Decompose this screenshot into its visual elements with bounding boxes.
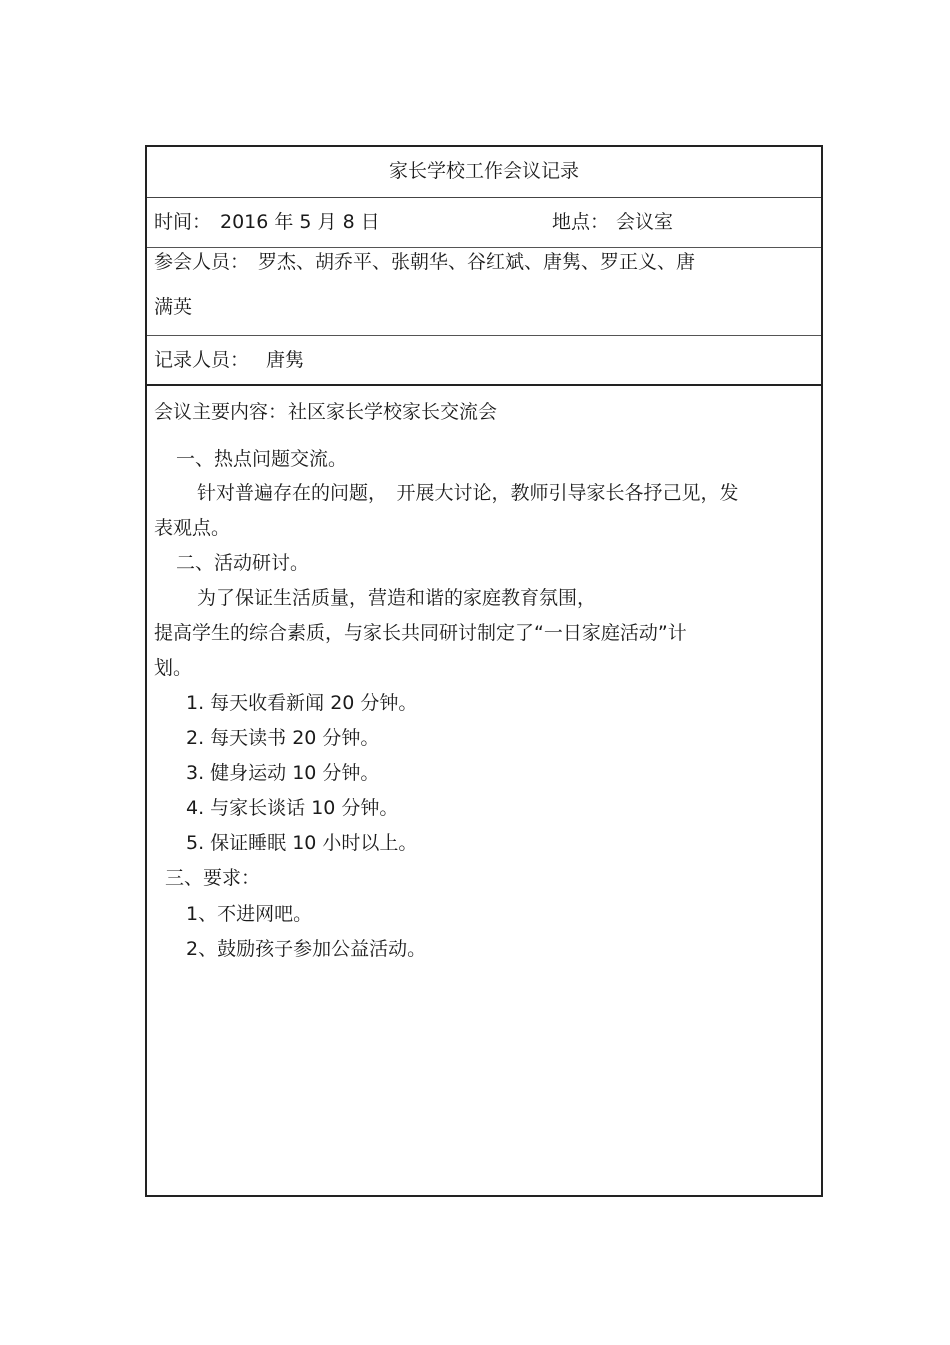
section-2-line-3: 划。 [154, 657, 193, 679]
place-label: 地点： [552, 211, 610, 233]
time-label: 时间： [154, 211, 212, 233]
section-1-line-2: 表观点。 [154, 517, 231, 539]
recorder-label: 记录人员： [154, 349, 250, 371]
time-place-row [147, 198, 821, 248]
attendees-line-2: 满英 [154, 296, 193, 318]
plan-item: 1. 每天收看新闻 20 分钟。 [186, 692, 418, 714]
meeting-record-table [145, 145, 823, 1197]
plan-item: 5. 保证睡眠 10 小时以上。 [186, 832, 418, 854]
record-title: 家长学校工作会议记录 [388, 160, 579, 182]
time-value: 2016 年 5 月 8 日 [220, 211, 380, 233]
section-2-heading: 二、活动研讨。 [176, 552, 310, 574]
section-3-heading: 三、要求： [165, 867, 261, 889]
section-1-heading: 一、热点问题交流。 [176, 448, 348, 470]
requirement-item: 1、不进网吧。 [186, 903, 313, 925]
content-label: 会议主要内容： [154, 401, 288, 423]
attendees-line-1: 罗杰、胡乔平、张朝华、谷红斌、唐隽、罗正义、唐 [258, 251, 696, 273]
section-2-line-2: 提高学生的综合素质，与家长共同研讨制定了“一日家庭活动”计 [154, 622, 687, 644]
content-topic: 社区家长学校家长交流会 [288, 401, 498, 423]
plan-item: 3. 健身运动 10 分钟。 [186, 762, 380, 784]
attendees-label: 参会人员： [154, 251, 250, 273]
plan-item: 2. 每天读书 20 分钟。 [186, 727, 380, 749]
recorder-row [147, 336, 821, 386]
content-row [147, 386, 821, 1195]
place-value: 会议室 [616, 211, 674, 233]
section-2-line-1: 为了保证生活质量，营造和谐的家庭教育氛围， [197, 587, 597, 609]
recorder-value: 唐隽 [266, 349, 305, 371]
requirement-item: 2、鼓励孩子参加公益活动。 [186, 938, 427, 960]
attendees-row [147, 248, 821, 336]
plan-item: 4. 与家长谈话 10 分钟。 [186, 797, 399, 819]
title-row [147, 147, 821, 198]
section-1-line-1: 针对普遍存在的问题， 开展大讨论，教师引导家长各抒己见，发 [197, 482, 739, 504]
